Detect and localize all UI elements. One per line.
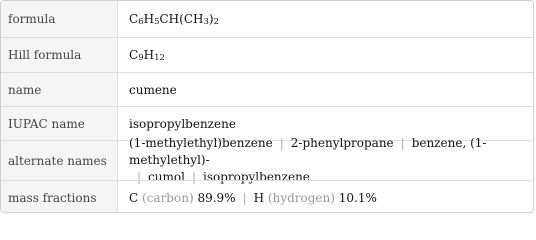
mass-fractions-value [118, 181, 533, 213]
separator: | [137, 170, 142, 184]
row-hill-formula [1, 37, 533, 72]
element-symbol: H [253, 190, 265, 205]
formula-value [118, 1, 533, 37]
iupac-name-label: IUPAC name [1, 107, 117, 140]
hill-formula-value [118, 38, 533, 72]
formula-part: ) [208, 12, 214, 26]
element-name: (hydrogen) [267, 190, 335, 205]
alternate-name: (1-methylethyl)benzene [129, 136, 273, 150]
row-mass-fractions [1, 180, 533, 213]
element-symbol: C [129, 190, 139, 205]
row-name [1, 72, 533, 106]
formula-subscript: 2 [213, 17, 220, 27]
formula-subscript: 6 [138, 17, 144, 27]
name-value: cumene [129, 82, 177, 97]
separator: | [400, 136, 405, 150]
row-alternate-names [1, 136, 533, 184]
name-label: name [1, 73, 117, 106]
formula-subscript: 5 [154, 17, 160, 27]
alternate-names-value [118, 136, 533, 184]
hill-formula-label: Hill formula [1, 38, 117, 72]
alternate-name: cumol [148, 170, 185, 184]
element-percent: 10.1% [338, 190, 377, 205]
separator: | [191, 170, 196, 184]
row-formula [1, 1, 533, 37]
separator: | [242, 190, 247, 205]
element-name: (carbon) [142, 190, 194, 205]
formula-subscript: 3 [203, 17, 209, 27]
formula-part: H [143, 12, 155, 26]
formula-label: formula [1, 1, 117, 37]
element-percent: 89.9% [197, 190, 236, 205]
iupac-name-value: isopropylbenzene [129, 116, 236, 131]
formula-part: C [129, 48, 139, 62]
formula-subscript: 12 [154, 53, 165, 63]
formula-part: CH(CH [159, 12, 204, 26]
alternate-name: benzene, (1-methylethyl)- [129, 136, 487, 167]
alternate-name: isopropylbenzene [202, 170, 310, 184]
alternate-name: 2-phenylpropane [290, 136, 394, 150]
mass-fractions-label: mass fractions [1, 181, 117, 213]
formula-part: C [129, 12, 139, 26]
formula-subscript: 9 [138, 53, 144, 63]
alternate-names-label: alternate names [1, 141, 117, 180]
formula-part: H [143, 48, 155, 62]
separator: | [279, 136, 284, 150]
